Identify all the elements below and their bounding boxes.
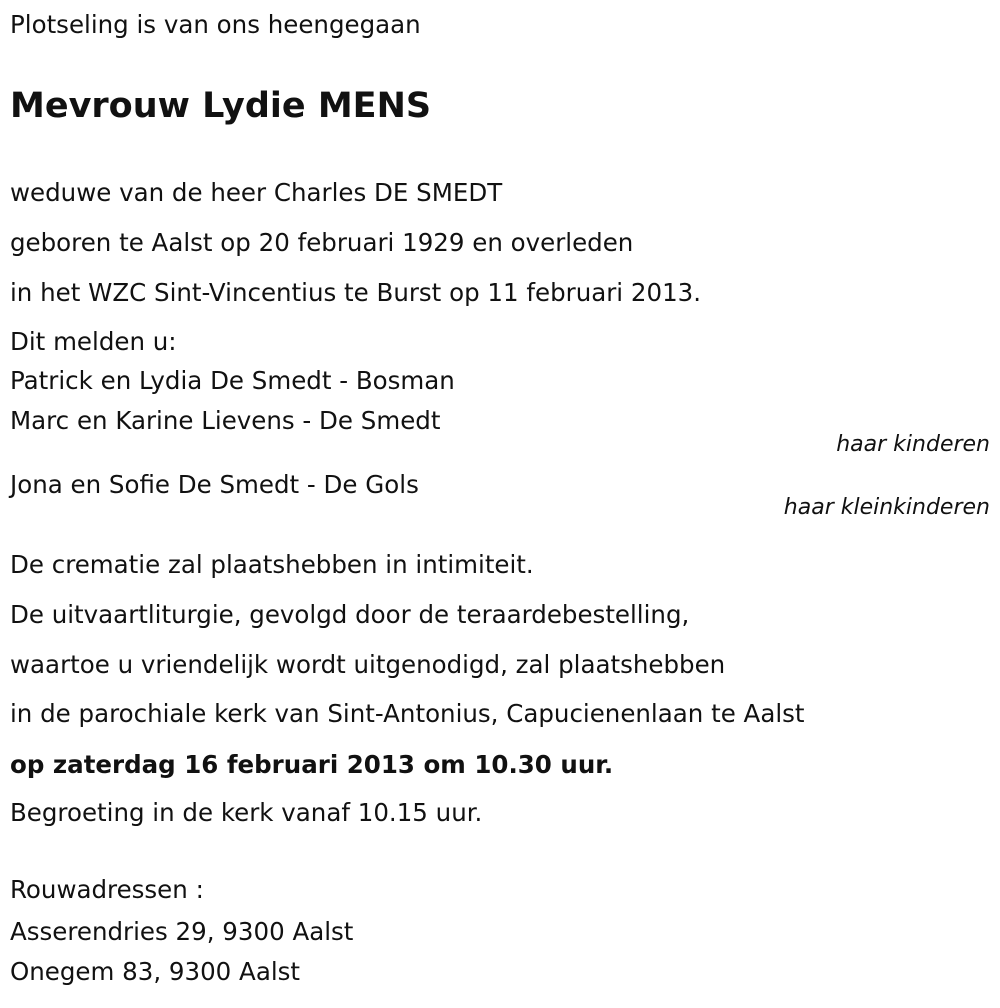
grandchildren-label: haar kleinkinderen — [783, 495, 990, 520]
announcers-intro: Dit melden u: — [10, 327, 177, 356]
detail-line: weduwe van de heer Charles DE SMEDT — [10, 178, 503, 207]
ceremony-date: op zaterdag 16 februari 2013 om 10.30 uur. — [10, 750, 614, 779]
ceremony-line: in de parochiale kerk van Sint-Antonius, Capucienenlaan te Aalst — [10, 699, 805, 728]
detail-line: in het WZC Sint-Vincentius te Burst op 11 februari 2013. — [10, 278, 702, 307]
address-line: Asserendries 29, 9300 Aalst — [10, 917, 354, 946]
addresses-label: Rouwadressen : — [10, 875, 204, 904]
grandchild-line: Jona en Sofie De Smedt - De Gols — [10, 470, 419, 499]
deceased-name: Mevrouw Lydie MENS — [10, 86, 432, 126]
address-line: Onegem 83, 9300 Aalst — [10, 957, 301, 986]
intro-text: Plotseling is van ons heengegaan — [10, 10, 421, 39]
detail-line: geboren te Aalst op 20 februari 1929 en overleden — [10, 228, 634, 257]
child-line: Patrick en Lydia De Smedt - Bosman — [10, 366, 455, 395]
ceremony-line: waartoe u vriendelijk wordt uitgenodigd, zal plaatshebben — [10, 650, 726, 679]
greeting-line: Begroeting in de kerk vanaf 10.15 uur. — [10, 798, 483, 827]
ceremony-line: De uitvaartliturgie, gevolgd door de teraardebestelling, — [10, 600, 690, 629]
child-line: Marc en Karine Lievens - De Smedt — [10, 406, 441, 435]
ceremony-line: De crematie zal plaatshebben in intimiteit. — [10, 550, 534, 579]
children-label: haar kinderen — [836, 432, 990, 457]
